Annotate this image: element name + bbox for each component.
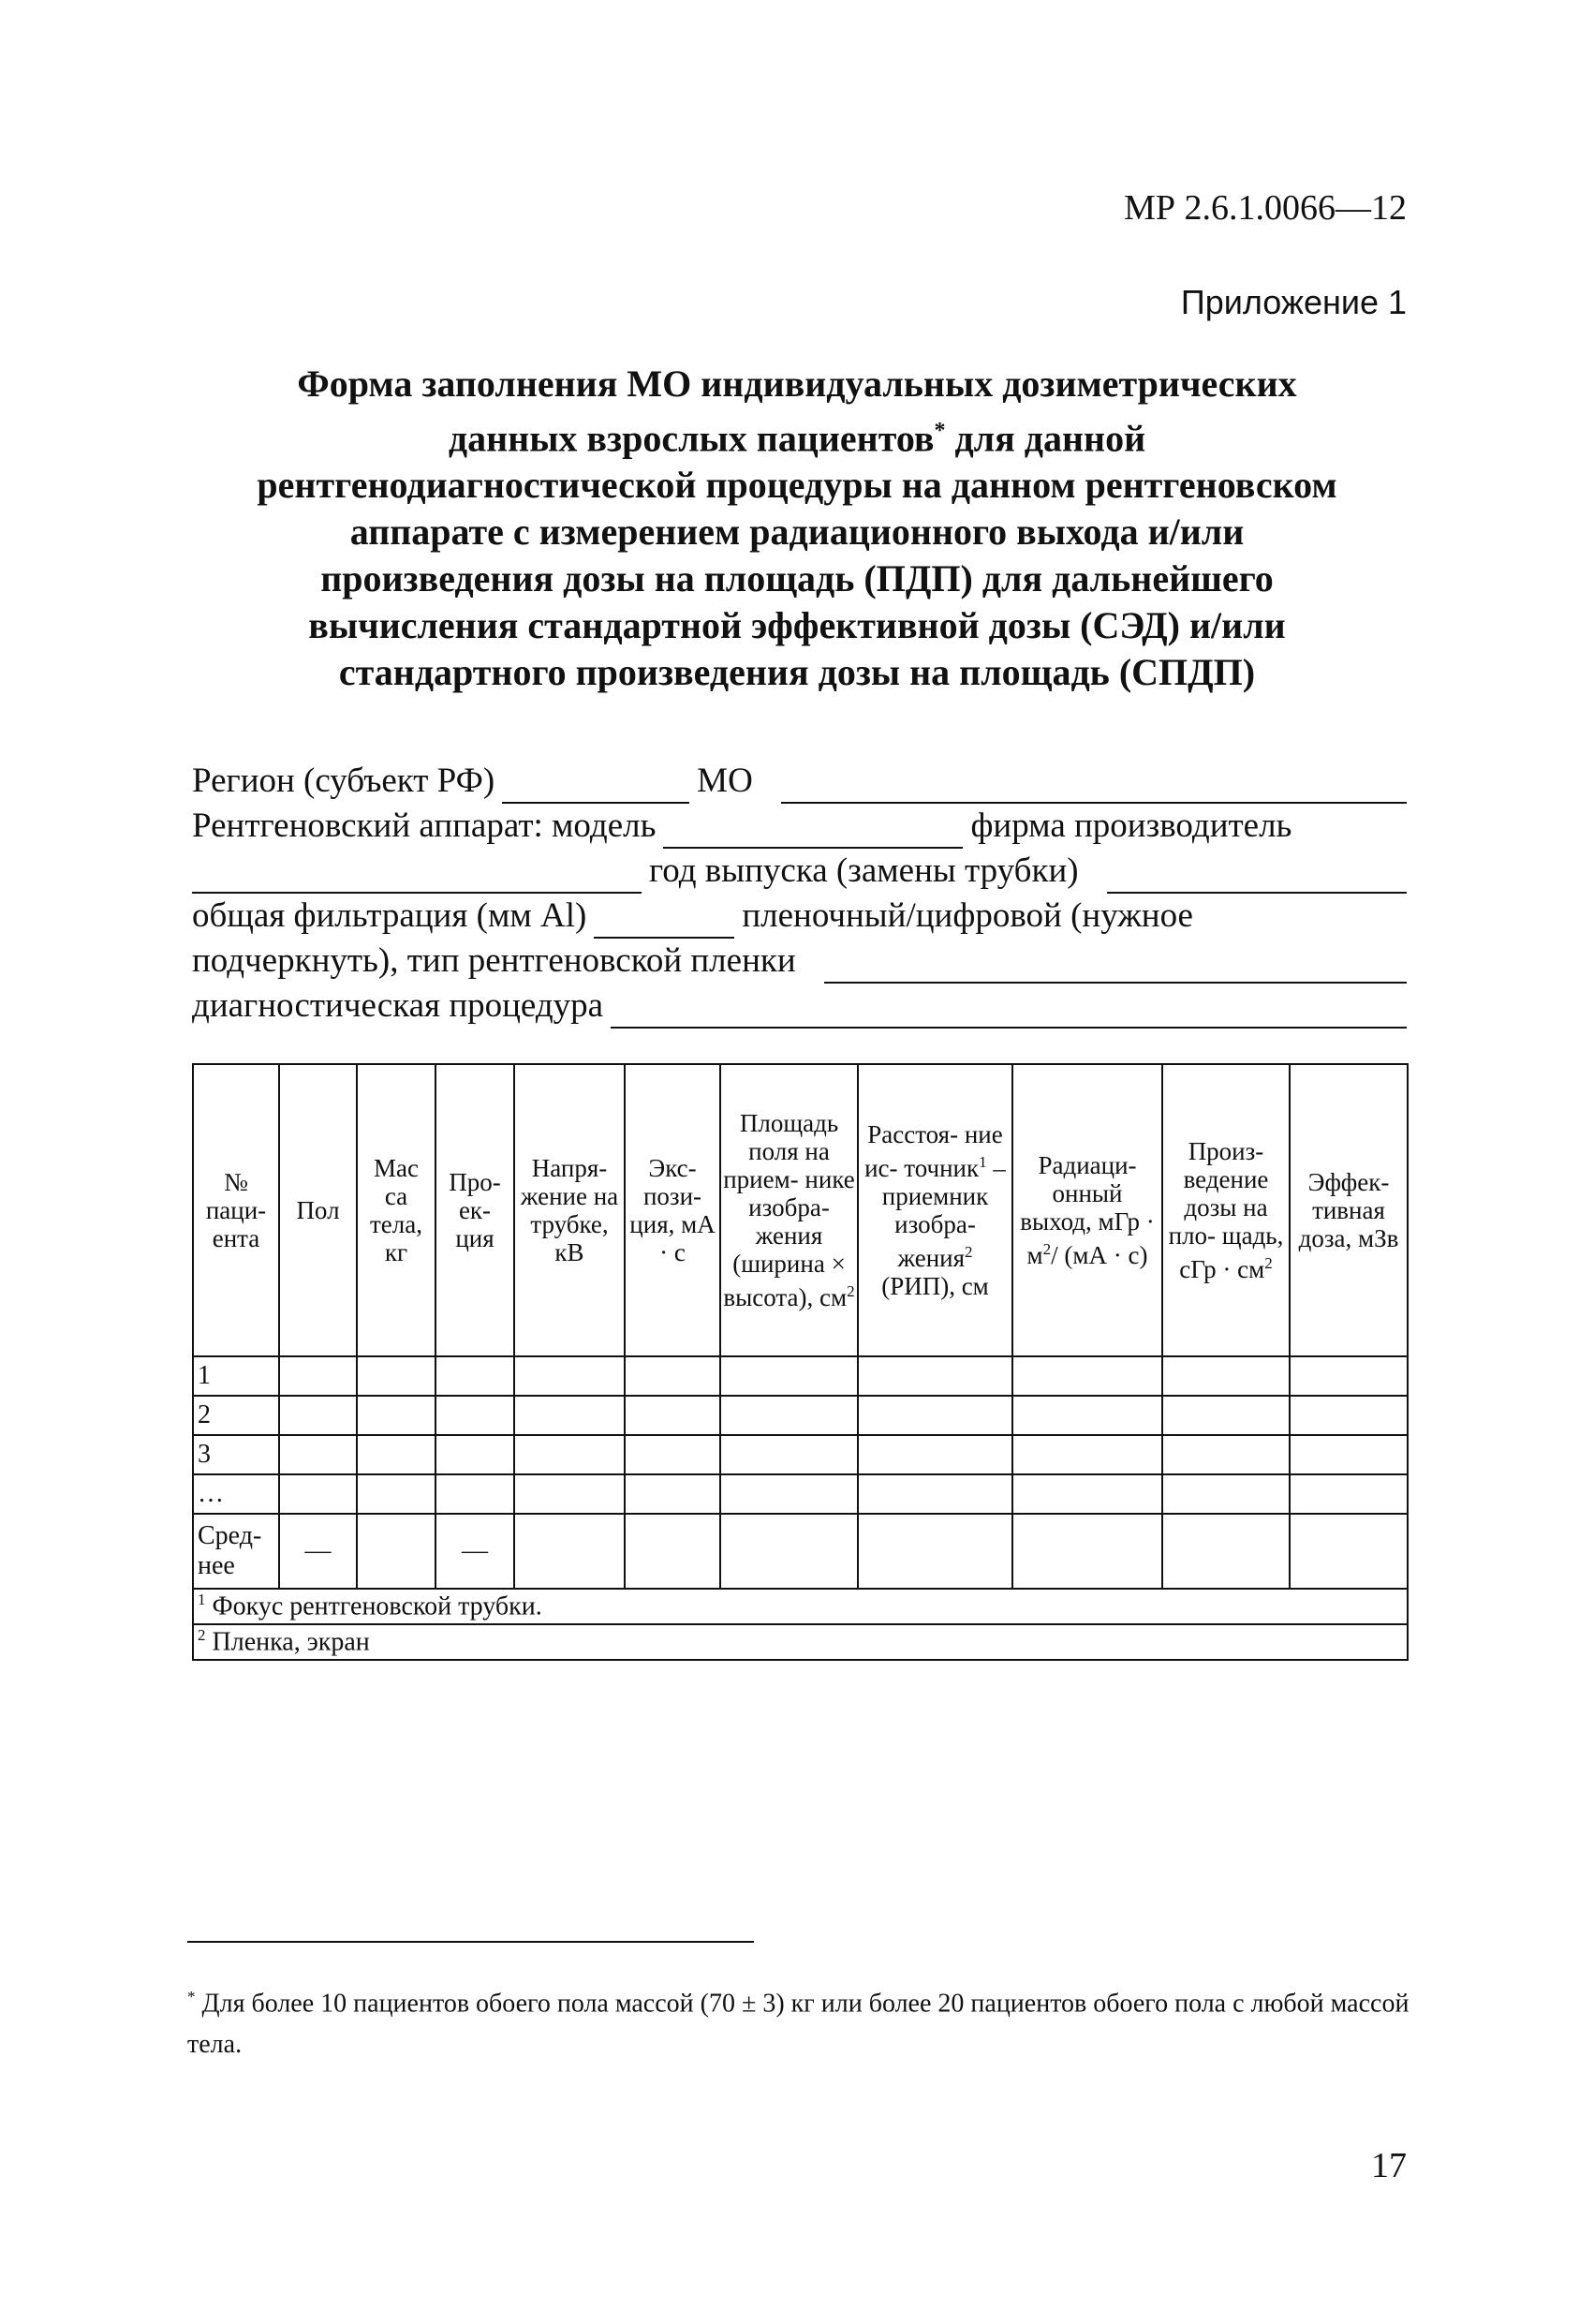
footnote-marker: *	[187, 1988, 196, 2006]
table-cell[interactable]	[1162, 1474, 1290, 1514]
average-projection-dash: —	[435, 1514, 514, 1589]
table-cell[interactable]	[1290, 1435, 1408, 1474]
table-row	[193, 1435, 1408, 1474]
table-cell[interactable]	[357, 1474, 435, 1514]
header-exposure: Экс- пози- ция, мА · с	[625, 1064, 720, 1356]
header-text: Площадь поля на прием- нике изобра- жения (ширина × высота), см	[723, 1109, 855, 1311]
table-cell[interactable]	[625, 1514, 720, 1589]
row-number: 3	[193, 1435, 279, 1474]
table-cell[interactable]	[1290, 1514, 1408, 1589]
table-cell[interactable]	[858, 1435, 1012, 1474]
header-distance	[858, 1064, 1012, 1356]
table-note-row	[193, 1624, 1408, 1660]
footnote-marker: *	[934, 419, 946, 443]
table-cell[interactable]	[720, 1474, 858, 1514]
table-cell[interactable]	[1012, 1396, 1162, 1435]
table-cell[interactable]	[858, 1356, 1012, 1396]
table-cell[interactable]	[1290, 1396, 1408, 1435]
form-fields	[192, 759, 1407, 1029]
table-cell[interactable]	[858, 1396, 1012, 1435]
table-note	[193, 1589, 1408, 1624]
mo-blank[interactable]	[781, 770, 1407, 804]
row-number: …	[193, 1474, 279, 1514]
row-number: 1	[193, 1356, 279, 1396]
row-number: 2	[193, 1396, 279, 1435]
table-cell[interactable]	[1290, 1356, 1408, 1396]
model-blank[interactable]	[663, 815, 963, 849]
title-line	[187, 407, 1407, 462]
region-blank[interactable]	[502, 770, 689, 804]
filtration-label: общая фильтрация (мм Al)	[192, 896, 587, 935]
table-cell[interactable]	[279, 1474, 357, 1514]
average-row	[193, 1514, 1408, 1589]
table-cell[interactable]	[720, 1356, 858, 1396]
film-digital-label: пленочный/цифровой (нужное	[742, 896, 1193, 935]
table-cell[interactable]	[357, 1356, 435, 1396]
dosimetry-table	[192, 1063, 1409, 1661]
superscript: 2	[965, 1243, 973, 1261]
note-marker: 1	[198, 1591, 206, 1609]
header-field-area	[720, 1064, 858, 1356]
header-text: (РИП), см	[881, 1272, 989, 1300]
average-label: Сред- нее	[193, 1514, 279, 1589]
table-cell[interactable]	[858, 1514, 1012, 1589]
table-cell[interactable]	[1162, 1396, 1290, 1435]
table-cell[interactable]	[1290, 1474, 1408, 1514]
manufacturer-blank[interactable]	[192, 860, 642, 894]
film-type-blank[interactable]	[824, 950, 1407, 984]
table-row	[193, 1396, 1408, 1435]
header-text: – приемник изобра- жения	[881, 1154, 1006, 1272]
table-cell[interactable]	[435, 1474, 514, 1514]
form-row-region	[192, 759, 1407, 804]
table-cell[interactable]	[357, 1514, 435, 1589]
table-row	[193, 1356, 1408, 1396]
table-cell[interactable]	[625, 1356, 720, 1396]
table-note	[193, 1624, 1408, 1660]
table-cell[interactable]	[514, 1396, 625, 1435]
superscript: 2	[1264, 1254, 1273, 1272]
header-dose-area-product	[1162, 1064, 1290, 1356]
region-label: Регион (субъект РФ)	[192, 762, 495, 800]
note-text: Фокус рентгеновской трубки.	[205, 1591, 542, 1621]
year-label: год выпуска (замены трубки)	[649, 851, 1079, 890]
header-patient-no: № паци- ента	[193, 1064, 279, 1356]
title-text: данных взрослых пациентов	[448, 417, 935, 460]
title-line: произведения дозы на площадь (ПДП) для дальнейшего	[320, 557, 1274, 600]
year-blank[interactable]	[1107, 860, 1407, 894]
table-cell[interactable]	[514, 1514, 625, 1589]
note-marker: 2	[198, 1626, 206, 1645]
form-row-procedure	[192, 984, 1407, 1029]
form-row-film	[192, 939, 1407, 984]
header-text: Произ- ведение дозы на пло- щадь, сГр · см	[1168, 1137, 1284, 1283]
page-number: 17	[1371, 2146, 1407, 2185]
appendix-label: Приложение 1	[1180, 283, 1407, 321]
table-cell[interactable]	[1012, 1356, 1162, 1396]
superscript: 2	[847, 1282, 855, 1300]
table-cell[interactable]	[625, 1435, 720, 1474]
table-cell[interactable]	[625, 1396, 720, 1435]
filtration-blank[interactable]	[594, 905, 734, 939]
procedure-label: диагностическая процедура	[192, 986, 604, 1025]
table-cell[interactable]	[625, 1474, 720, 1514]
table-cell[interactable]	[514, 1474, 625, 1514]
table-row	[193, 1474, 1408, 1514]
table-cell[interactable]	[514, 1356, 625, 1396]
table-cell[interactable]	[435, 1435, 514, 1474]
table-cell[interactable]	[720, 1396, 858, 1435]
xray-model-label: Рентгеновский аппарат: модель	[192, 807, 657, 845]
table-cell[interactable]	[435, 1356, 514, 1396]
form-row-model	[192, 804, 1407, 849]
footnote-divider	[187, 1941, 754, 1943]
table-cell[interactable]	[514, 1435, 625, 1474]
title-line: аппарате с измерением радиационного выхода и/или	[349, 511, 1245, 554]
table-cell[interactable]	[858, 1474, 1012, 1514]
header-text: Радиаци- онный выход, мГр · м	[1020, 1151, 1155, 1269]
table-cell[interactable]	[720, 1435, 858, 1474]
average-sex-dash: —	[279, 1514, 357, 1589]
table-cell[interactable]	[720, 1514, 858, 1589]
table-cell[interactable]	[279, 1356, 357, 1396]
note-text: Пленка, экран	[205, 1627, 370, 1657]
header-tube-voltage: Напря- жение на трубке, кВ	[514, 1064, 625, 1356]
table-cell[interactable]	[1012, 1435, 1162, 1474]
manufacturer-label: фирма производитель	[970, 807, 1292, 845]
table-cell[interactable]	[1162, 1435, 1290, 1474]
table-cell[interactable]	[1162, 1356, 1290, 1396]
title-line: рентгенодиагностической процедуры на данном рентгеновском	[257, 464, 1337, 507]
header-body-mass: Мас са тела, кг	[357, 1064, 435, 1356]
header-sex: Пол	[279, 1064, 357, 1356]
table-note-row	[193, 1589, 1408, 1624]
form-row-filtration	[192, 894, 1407, 939]
table-cell[interactable]	[1012, 1474, 1162, 1514]
title-line: Форма заполнения МО индивидуальных дозиметрических	[297, 363, 1297, 405]
mo-label: МО	[697, 762, 753, 800]
header-radiation-output	[1012, 1064, 1162, 1356]
footnote	[187, 1976, 1414, 2065]
document-code: МР 2.6.1.0066—12	[1124, 188, 1407, 228]
film-type-label: подчеркнуть), тип рентгеновской пленки	[192, 941, 796, 980]
table-cell[interactable]	[435, 1396, 514, 1435]
header-effective-dose: Эффек- тивная доза, мЗв	[1290, 1064, 1408, 1356]
table-cell[interactable]	[1012, 1514, 1162, 1589]
title-line: стандартного произведения дозы на площадь (СПДП)	[338, 651, 1256, 694]
table-cell[interactable]	[279, 1435, 357, 1474]
form-row-year	[192, 849, 1407, 894]
header-projection: Про- ек- ция	[435, 1064, 514, 1356]
header-text: Расстоя- ние ис- точник	[864, 1120, 1003, 1182]
table-cell[interactable]	[279, 1396, 357, 1435]
table-cell[interactable]	[357, 1435, 435, 1474]
table-header-row	[193, 1064, 1408, 1356]
form-title	[187, 361, 1407, 696]
table-cell[interactable]	[1162, 1514, 1290, 1589]
procedure-blank[interactable]	[611, 995, 1407, 1029]
table-cell[interactable]	[357, 1396, 435, 1435]
superscript: 2	[1042, 1240, 1052, 1258]
superscript: 1	[979, 1153, 987, 1171]
title-line: вычисления стандартной эффективной дозы (СЭД) и/или	[308, 604, 1286, 647]
header-text: / (мА · с)	[1051, 1241, 1148, 1269]
footnote-text: Для более 10 пациентов обоего пола массой (70 ± 3) кг или более 20 пациентов обоего пола с любой массой тела.	[187, 1989, 1410, 2060]
title-text: для данной	[945, 417, 1146, 460]
